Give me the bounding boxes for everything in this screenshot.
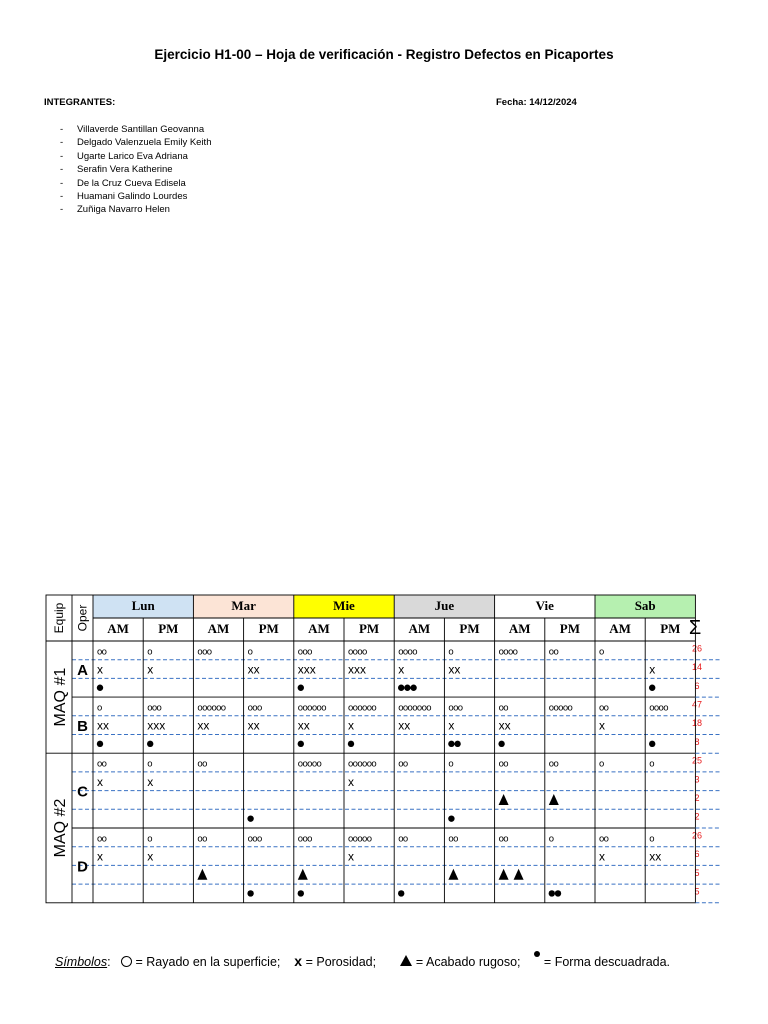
row-total: 25 — [691, 755, 703, 766]
triangle-mark — [514, 869, 524, 880]
cell-marks — [398, 759, 408, 770]
cell-marks — [298, 663, 316, 677]
sum-header: Σ — [688, 617, 702, 639]
cell-marks — [398, 890, 404, 896]
day-header-sab: Sab — [634, 598, 656, 613]
cell-marks — [298, 833, 312, 844]
circle-marks: oo — [398, 833, 408, 845]
cell-marks — [147, 759, 152, 770]
circle-marks: oooo — [398, 646, 417, 658]
row-total: 26 — [691, 643, 703, 654]
dot-mark — [404, 685, 410, 691]
cell-marks — [298, 869, 308, 880]
cell-marks — [147, 833, 152, 844]
shift-header: PM — [660, 621, 681, 636]
bullet-dash: - — [60, 190, 64, 202]
x-marks: x — [97, 849, 103, 864]
x-marks: x — [649, 662, 656, 677]
triangle-mark — [549, 794, 559, 805]
shift-header: AM — [508, 621, 531, 636]
cell-marks — [97, 833, 107, 844]
cell-marks — [197, 833, 207, 844]
x-marks: x — [147, 774, 154, 789]
cell-marks — [398, 702, 431, 713]
cell-marks — [549, 833, 554, 844]
circle-marks: oo — [498, 833, 508, 845]
member-name: De la Cruz Cueva Edisela — [77, 177, 186, 189]
cell-marks — [348, 775, 354, 789]
cell-marks — [298, 719, 310, 733]
bullet-dash: - — [60, 164, 64, 176]
circle-marks: oooo — [498, 646, 518, 658]
cell-marks — [448, 646, 453, 657]
cell-marks — [599, 759, 604, 770]
circle-marks: ooooo — [297, 758, 322, 770]
triangle-icon — [400, 955, 412, 966]
cell-marks — [348, 663, 366, 677]
bullet-dash: - — [60, 177, 64, 189]
cell-marks — [599, 719, 605, 733]
x-marks: x — [97, 662, 103, 677]
circle-marks: oo — [448, 833, 458, 845]
dot-mark — [555, 890, 561, 896]
shift-header: AM — [609, 621, 631, 636]
dot-mark — [398, 890, 404, 896]
symbols-legend — [55, 951, 670, 969]
day-header-jue: Jue — [434, 598, 455, 613]
cell-marks — [448, 869, 458, 880]
cell-marks — [197, 702, 225, 713]
cell-marks — [298, 759, 322, 770]
operator-label: B — [77, 718, 88, 736]
dot-mark — [454, 741, 460, 747]
circle-marks: oo — [97, 758, 107, 770]
cell-marks — [248, 663, 260, 677]
cell-marks — [348, 833, 372, 844]
cell-marks — [499, 759, 509, 770]
x-marks: xx — [247, 662, 260, 677]
machine-label: MAQ #2 — [52, 798, 69, 858]
cell-marks — [298, 685, 304, 691]
cell-marks — [248, 833, 262, 844]
cell-marks — [398, 719, 410, 733]
cell-marks — [599, 702, 609, 713]
x-marks: xx — [97, 718, 109, 733]
legend-circle-text: = Rayado en la superficie; — [135, 955, 281, 969]
x-marks: xx — [247, 718, 260, 733]
row-total: 5 — [694, 886, 700, 897]
cell-marks — [549, 794, 559, 805]
circle-marks: oo — [599, 702, 609, 714]
cell-marks — [97, 646, 107, 657]
row-total: 18 — [691, 718, 703, 729]
cell-marks — [197, 719, 209, 733]
cell-marks — [448, 702, 462, 713]
shift-header: PM — [459, 621, 480, 636]
cell-marks — [248, 646, 253, 657]
x-marks: x — [348, 849, 354, 864]
cell-marks — [549, 759, 559, 770]
cell-marks — [649, 741, 655, 747]
cell-marks — [97, 775, 103, 789]
circle-marks: oo — [498, 702, 508, 714]
cell-marks — [448, 719, 454, 733]
cell-marks — [649, 833, 654, 844]
cell-marks — [147, 702, 161, 713]
circle-marks: ooo — [247, 833, 262, 845]
cell-marks — [448, 833, 458, 844]
triangle-mark — [298, 869, 308, 880]
oper-header: Oper — [75, 604, 90, 632]
cell-marks — [599, 833, 609, 844]
cell-marks — [147, 663, 153, 677]
row-total: 6 — [694, 680, 700, 691]
circle-marks: oo — [97, 833, 107, 845]
cell-marks — [97, 850, 103, 864]
member-name: Zuñiga Navarro Helen — [77, 204, 170, 216]
cell-marks — [448, 759, 453, 770]
triangle-mark — [499, 869, 509, 880]
date-label: Fecha: 14/12/2024 — [496, 97, 577, 108]
cell-marks — [247, 890, 253, 896]
cell-marks — [348, 759, 376, 770]
circle-marks: oooooo — [348, 758, 377, 770]
page-title: Ejercicio H1-00 – Hoja de verificación - Registro Defectos en Picaportes — [154, 47, 614, 62]
cell-marks — [248, 702, 262, 713]
cell-marks — [448, 815, 454, 821]
circle-marks: o — [448, 758, 454, 770]
member-name: Serafin Vera Katherine — [77, 164, 173, 176]
legend-x-symbol: x — [294, 953, 303, 969]
cell-marks — [97, 663, 103, 677]
bullet-dash: - — [60, 137, 64, 149]
cell-marks — [147, 719, 165, 733]
x-marks: xx — [498, 718, 511, 733]
row-total: 6 — [694, 849, 700, 860]
member-name: Delgado Valenzuela Emily Keith — [77, 137, 212, 149]
dot-mark — [247, 890, 253, 896]
x-marks: xx — [448, 662, 461, 677]
circle-marks: oooooo — [197, 702, 226, 714]
x-marks: x — [147, 849, 154, 864]
members-label: INTEGRANTES: — [44, 97, 116, 108]
x-marks: xxx — [348, 662, 366, 677]
member-name: Villaverde Santillan Geovanna — [77, 124, 205, 135]
circle-marks: ooo — [297, 833, 312, 845]
x-marks: xx — [197, 718, 210, 733]
circle-marks: oo — [498, 758, 508, 770]
circle-marks: o — [649, 758, 654, 770]
shift-header: AM — [107, 621, 129, 636]
cell-marks — [398, 833, 408, 844]
circle-marks: oooo — [348, 646, 367, 658]
circle-marks: o — [599, 758, 604, 770]
circle-marks: oo — [599, 833, 609, 845]
circle-marks: o — [247, 646, 253, 658]
circle-marks: oo — [548, 646, 559, 658]
circle-marks: o — [649, 833, 654, 845]
legend-dot-text: = Forma descuadrada. — [543, 955, 671, 969]
dot-mark — [97, 741, 103, 747]
day-header-mar: Mar — [231, 598, 256, 613]
cell-marks — [649, 702, 668, 713]
x-marks: x — [599, 849, 605, 864]
legend-colon: : — [107, 955, 111, 969]
dot-mark — [247, 815, 253, 821]
cell-marks — [499, 869, 524, 880]
shift-header: AM — [207, 621, 230, 636]
shift-header: PM — [358, 621, 380, 636]
x-marks: x — [348, 718, 354, 733]
circle-icon — [121, 956, 132, 967]
cell-marks — [197, 646, 211, 657]
cell-marks — [599, 646, 604, 657]
cell-marks — [248, 719, 260, 733]
cell-marks — [348, 719, 354, 733]
circle-marks: oo — [97, 646, 107, 658]
x-marks: xx — [649, 849, 662, 864]
circle-marks: o — [97, 702, 102, 714]
circle-marks: ooooo — [348, 833, 372, 845]
x-marks: xx — [398, 718, 411, 733]
x-marks: x — [147, 662, 154, 677]
x-marks: xxx — [297, 662, 316, 677]
cell-marks — [499, 702, 509, 713]
dot-mark — [448, 815, 454, 821]
x-marks: xx — [297, 718, 310, 733]
cell-marks — [147, 850, 153, 864]
cell-marks — [298, 646, 312, 657]
shift-header: AM — [308, 621, 330, 636]
dot-mark — [448, 741, 454, 747]
triangle-mark — [197, 869, 207, 880]
x-marks: x — [398, 662, 405, 677]
cell-marks — [147, 775, 153, 789]
cell-marks — [398, 646, 417, 657]
dot-mark — [649, 741, 655, 747]
member-name: Huamani Galindo Lourdes — [77, 190, 188, 202]
dot-mark — [549, 890, 555, 896]
circle-marks: oo — [548, 758, 559, 770]
bullet-dash: - — [60, 124, 64, 135]
row-total: 3 — [694, 774, 700, 785]
cell-marks — [499, 646, 518, 657]
row-total: 8 — [694, 736, 700, 747]
operator-label: A — [77, 662, 88, 680]
cell-marks — [197, 759, 207, 770]
cell-marks — [298, 741, 304, 747]
dot-mark — [410, 685, 416, 691]
equip-header: Equip — [52, 602, 66, 634]
row-total: 26 — [691, 830, 703, 841]
circle-marks: ooo — [197, 646, 212, 658]
circle-marks: oo — [398, 758, 408, 770]
member-name: Ugarte Larico Eva Adriana — [77, 150, 188, 162]
dot-mark — [498, 741, 504, 747]
cell-marks — [348, 850, 354, 864]
cell-marks — [398, 685, 417, 691]
day-header-lun: Lun — [131, 598, 155, 613]
cell-marks — [348, 741, 354, 747]
cell-marks — [298, 702, 326, 713]
dot-icon — [534, 951, 540, 957]
cell-marks — [549, 646, 559, 657]
cell-marks — [649, 850, 661, 864]
cell-marks — [649, 759, 654, 770]
circle-marks: o — [147, 646, 152, 658]
circle-marks: ooooo — [548, 702, 573, 714]
circle-marks: oo — [197, 833, 207, 845]
cell-marks — [348, 646, 367, 657]
legend-triangle-text: = Acabado rugoso; — [415, 955, 521, 969]
row-total: 2 — [694, 811, 700, 822]
circle-marks: oo — [197, 758, 207, 770]
cell-marks — [147, 646, 152, 657]
cell-marks — [197, 869, 207, 880]
circle-marks: ooo — [448, 702, 463, 714]
circle-marks: o — [448, 646, 454, 658]
dot-mark — [348, 741, 354, 747]
cell-marks — [549, 702, 573, 713]
x-marks: x — [448, 718, 455, 733]
cell-marks — [398, 663, 404, 677]
row-total: 5 — [694, 867, 700, 878]
shift-header: PM — [559, 621, 581, 636]
cell-marks — [298, 890, 304, 896]
shift-header: PM — [258, 621, 279, 636]
legend-label: Símbolos — [55, 955, 108, 969]
x-marks: xxx — [147, 718, 166, 733]
dot-mark — [298, 685, 304, 691]
day-header-mie: Mie — [333, 598, 355, 613]
triangle-mark — [448, 869, 458, 880]
cell-marks — [147, 741, 153, 747]
circle-marks: oooo — [649, 702, 668, 714]
dot-mark — [97, 685, 103, 691]
day-header-vie: Vie — [535, 598, 554, 613]
circle-marks: ooo — [147, 702, 162, 714]
cell-marks — [97, 685, 103, 691]
cell-marks — [97, 741, 103, 747]
legend-x-text: = Porosidad; — [305, 955, 377, 969]
triangle-mark — [499, 794, 509, 805]
bullet-dash: - — [60, 204, 64, 216]
cell-marks — [649, 663, 655, 677]
machine-label: MAQ #1 — [52, 667, 69, 727]
cell-marks — [97, 702, 102, 713]
row-total: 2 — [694, 792, 700, 803]
circle-marks: o — [599, 646, 604, 658]
dot-mark — [649, 685, 655, 691]
shift-header: AM — [408, 621, 431, 636]
cell-marks — [499, 794, 509, 805]
cell-marks — [247, 815, 253, 821]
row-total: 14 — [691, 662, 703, 673]
row-total: 47 — [691, 699, 703, 710]
x-marks: x — [348, 774, 354, 789]
circle-marks: ooooooo — [398, 702, 431, 714]
cell-marks — [499, 833, 509, 844]
dot-mark — [298, 741, 304, 747]
cell-marks — [549, 890, 562, 896]
cell-marks — [499, 719, 511, 733]
cell-marks — [97, 759, 107, 770]
circle-marks: o — [548, 833, 554, 845]
circle-marks: ooo — [297, 646, 312, 658]
circle-marks: oooooo — [348, 702, 377, 714]
bullet-dash: - — [60, 150, 64, 162]
cell-marks — [348, 702, 376, 713]
cell-marks — [448, 741, 461, 747]
operator-label: C — [77, 783, 88, 801]
circle-marks: ooo — [247, 702, 262, 714]
circle-marks: o — [147, 833, 152, 845]
x-marks: x — [599, 718, 605, 733]
dot-mark — [398, 685, 404, 691]
circle-marks: o — [147, 758, 152, 770]
cell-marks — [498, 741, 504, 747]
cell-marks — [649, 685, 655, 691]
cell-marks — [448, 663, 460, 677]
dot-mark — [298, 890, 304, 896]
cell-marks — [97, 719, 109, 733]
shift-header: PM — [158, 621, 179, 636]
x-marks: x — [97, 774, 103, 789]
cell-marks — [599, 850, 605, 864]
circle-marks: oooooo — [297, 702, 326, 714]
operator-label: D — [77, 858, 88, 876]
dot-mark — [147, 741, 153, 747]
